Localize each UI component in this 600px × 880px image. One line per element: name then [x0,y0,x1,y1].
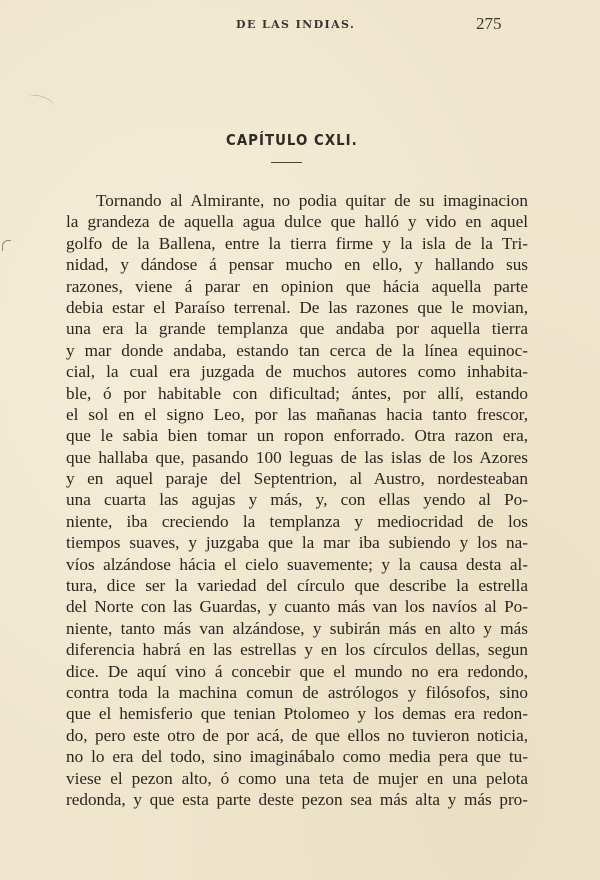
text-line [66,447,528,468]
text-line [66,276,528,297]
text-line [66,703,528,724]
text-line-content: del Norte con las Guardas, y cuanto más van los navíos al Po- [66,597,528,617]
text-line-content: que hallaba que, pasando 100 leguas de las islas de los Azores [66,447,528,467]
text-line [66,532,528,553]
text-line-content: y mar donde andaba, estando tan cerca de la línea equinoc- [66,340,528,360]
text-line-content: una era la grande templanza que andaba por aquella tierra [66,319,528,339]
text-line-content: tiempos suaves, y juzgaba que la mar iba subiendo y los na- [66,533,528,553]
text-line [66,511,528,532]
text-line [66,554,528,575]
text-line-content: que le sabia bien tomar un ropon enforrado. Otra razon era, [66,426,528,446]
page-number: 275 [476,14,502,33]
paper-smudge [27,92,55,110]
text-line [66,618,528,639]
running-head: DE LAS INDIAS. [236,18,356,31]
text-line-content: viese el pezon alto, ó como una teta de mujer en una pelota [66,768,528,788]
text-line [66,468,528,489]
text-line-content: Tornando al Almirante, no podia quitar de su imaginacion [96,191,528,210]
text-line-content: el sol en el signo Leo, por las mañanas hacia tanto frescor, [66,404,528,424]
body-text [66,190,528,810]
text-line-content: cial, la cual era juzgada de muchos autores como inhabita- [66,362,528,382]
text-line [66,575,528,596]
text-line [66,233,528,254]
text-line [66,682,528,703]
text-line [66,340,528,361]
text-line-content: que el hemisferio que tenian Ptolomeo y los demas era redon- [66,704,528,724]
text-line [66,725,528,746]
text-line-content: debia estar el Paraíso terrenal. De las razones que le movian, [66,297,528,317]
text-line [66,768,528,789]
text-line [66,639,528,660]
margin-mark [2,240,11,251]
text-line [66,789,528,810]
text-line [66,661,528,682]
text-line-content: dice. De aquí vino á concebir que el mundo no era redondo, [66,661,528,681]
chapter-title: CAPÍTULO CXLI. [226,131,358,149]
text-line [66,211,528,232]
text-line [66,361,528,382]
text-line-content: ble, ó por habitable con dificultad; ántes, por allí, estando [66,383,528,403]
text-line-content: contra toda la machina comun de astrólogos y filósofos, sino [66,682,528,702]
text-line [66,318,528,339]
text-line-content: tura, dice ser la variedad del círculo que describe la estrella [66,576,528,596]
text-line [66,489,528,510]
text-line-content: niente, tanto más van alzándose, y subirán más en alto y más [66,618,528,638]
text-line-content: no lo era del todo, sino imaginábalo como media pera que tu- [66,747,528,767]
text-line [66,425,528,446]
text-line [66,404,528,425]
text-line-content: redonda, y que esta parte deste pezon sea más alta y más pro- [66,789,528,809]
text-line [66,383,528,404]
chapter-rule-divider [271,162,302,163]
text-line [66,190,528,211]
text-line-content: do, pero este otro de por acá, de que ellos no tuvieron noticia, [66,725,528,745]
text-line [66,297,528,318]
text-line [66,596,528,617]
text-line [66,254,528,275]
text-line-content: nidad, y dándose á pensar mucho en ello, y hallando sus [66,255,528,275]
text-line-content: niente, iba creciendo la templanza y mediocridad de los [66,511,528,531]
text-line-content: y en aquel paraje del Septentrion, al Austro, nordesteaban [66,469,528,489]
text-line-content: víos alzándose hácia el cielo suavemente; y la causa desta al- [66,554,528,574]
text-line-content: la grandeza de aquella agua dulce que halló y vido en aquel [66,212,528,232]
text-line-content: golfo de la Ballena, entre la tierra firme y la isla de la Tri- [66,233,528,253]
text-line-content: diferencia habrá en las estrellas y en los círculos dellas, segun [66,640,528,660]
text-line [66,746,528,767]
text-line-content: una cuarta las agujas y más, y, con ellas yendo al Po- [66,490,528,510]
text-line-content: razones, viene á parar en opinion que hácia aquella parte [66,276,528,296]
